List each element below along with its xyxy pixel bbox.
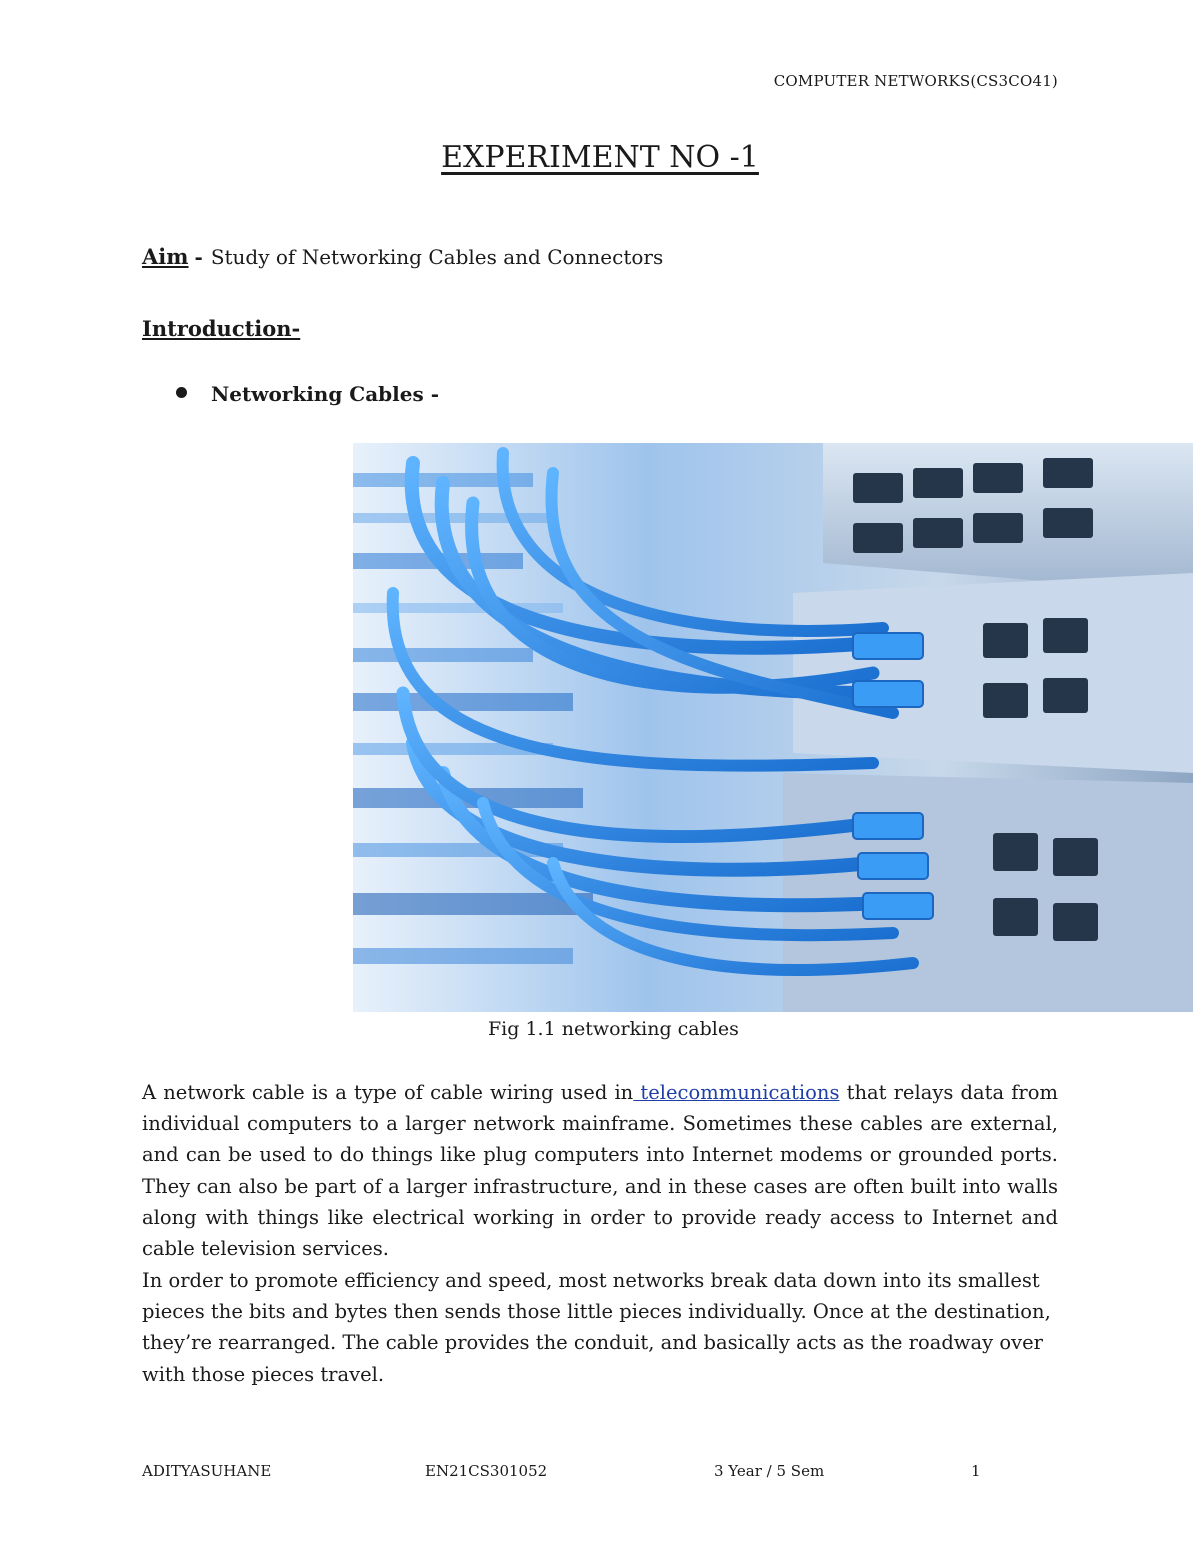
telecommunications-link[interactable]: telecommunications bbox=[633, 1081, 840, 1104]
aim-text: Study of Networking Cables and Connectors bbox=[210, 245, 664, 269]
paragraph-efficiency: In order to promote efficiency and speed, most networks break data down into its smallest pieces the bits and bytes then sends those little pieces individually. Once at the destination, they’re rearranged. The cable provides the conduit, and basically acts as the roadway over with those pieces travel. bbox=[142, 1269, 1051, 1386]
bullet-text: Networking Cables - bbox=[211, 382, 439, 406]
aim-dash: - bbox=[194, 245, 203, 269]
course-header: COMPUTER NETWORKS(CS3CO41) bbox=[773, 72, 1058, 90]
network-cables-photo-icon bbox=[353, 443, 1193, 1012]
bullet-networking-cables bbox=[176, 382, 439, 406]
footer-enrollment: EN21CS301052 bbox=[425, 1462, 548, 1480]
bullet-icon bbox=[176, 387, 187, 398]
paragraph-network-cable bbox=[142, 1077, 1058, 1264]
experiment-title: EXPERIMENT NO -1 bbox=[441, 140, 759, 175]
figure-caption: Fig 1.1 networking cables bbox=[488, 1018, 739, 1040]
footer-year-sem: 3 Year / 5 Sem bbox=[714, 1462, 825, 1480]
introduction-heading: Introduction- bbox=[142, 316, 301, 341]
footer-name: ADITYASUHANE bbox=[142, 1462, 272, 1480]
footer-page-number: 1 bbox=[971, 1462, 981, 1480]
paragraph1-end: that relays data from individual computers to a larger network mainframe. Sometimes these cables are external, and can be used to do things like plug computers into Internet modems or grounded ports. They can also be part of a larger infrastructure, and in these cases are often built into walls along with things like electrical working in order to provide ready access to Internet and cable television services. bbox=[142, 1081, 1058, 1261]
aim-line bbox=[142, 244, 663, 269]
paragraph1-start: A network cable is a type of cable wiring used in bbox=[142, 1081, 634, 1104]
aim-label: Aim bbox=[142, 244, 189, 269]
